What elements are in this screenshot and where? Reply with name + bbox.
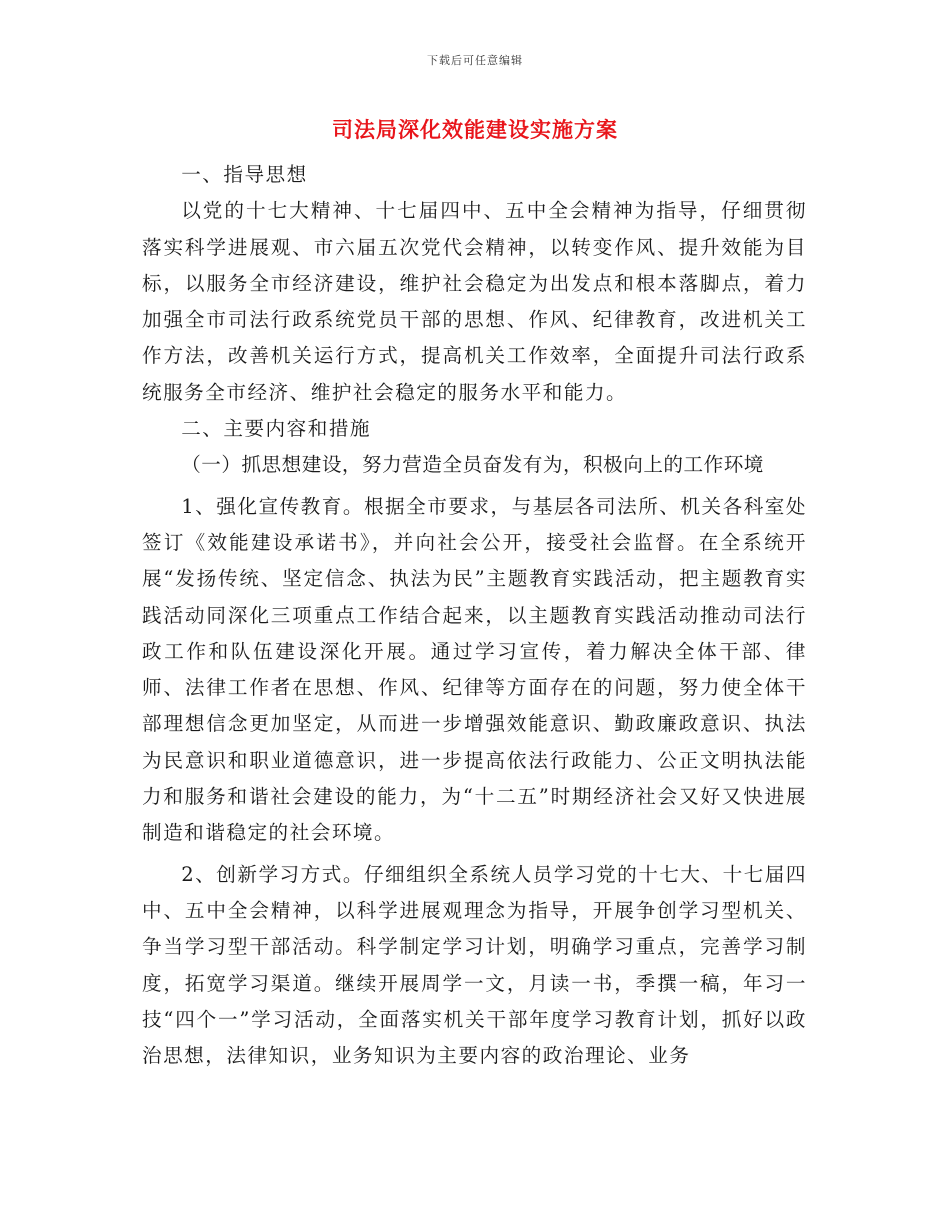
paragraph-item-2: 2、创新学习方式。仔细组织全系统人员学习党的十七大、十七届四中、五中全会精神，以科学进展观理念为指导，开展争创学习型机关、争当学习型干部活动。科学制定学习计划，明确学习重点，完善学习制度，拓宽学习渠道。继续开展周学一文，月读一书，季撰一稿，年习一技“四个一”学习活动，全面落实机关干部年度学习教育计划，抓好以政治思想，法律知识，业务知识为主要内容的政治理论、业务 [142,862,807,1068]
subsection-heading-ideological-construction: （一）抓思想建设，努力营造全员奋发有为，积极向上的工作环境 [181,453,764,477]
section-heading-guiding-ideology: 一、指导思想 [181,163,308,186]
section-heading-main-content: 二、主要内容和措施 [181,417,372,441]
header-note: 下载后可任意编辑 [427,54,523,67]
document-body [142,157,807,1074]
document-title: 司法局深化效能建设实施方案 [332,117,618,142]
paragraph-item-1: 1、强化宣传教育。根据全市要求，与基层各司法所、机关各科室处签订《效能建设承诺书》，并向社会公开，接受社会监督。在全系统开展“发扬传统、坚定信念、执法为民”主题教育实践活动，把主题教育实践活动同深化三项重点工作结合起来，以主题教育实践活动推动司法行政工作和队伍建设深化开展。通过学习宣传，着力解决全体干部、律师、法律工作者在思想、作风、纪律等方面存在的问题，努力使全体干部理想信念更加坚定，从而进一步增强效能意识、勤政廉政意识、执法为民意识和职业道德意识，进一步提高依法行政能力、公正文明执法能力和服务和谐社会建设的能力，为“十二五”时期经济社会又好又快进展制造和谐稳定的社会环境。 [142,494,807,845]
paragraph-guiding-ideology: 以党的十七大精神、十七届四中、五中全会精神为指导，仔细贯彻落实科学进展观、市六届五次党代会精神，以转变作风、提升效能为目标，以服务全市经济建设，维护社会稳定为出发点和根本落脚点，着力加强全市司法行政系统党员干部的思想、作风、纪律教育，改进机关工作方法，改善机关运行方式，提高机关工作效率，全面提升司法行政系统服务全市经济、维护社会稳定的服务水平和能力。 [142,199,807,404]
